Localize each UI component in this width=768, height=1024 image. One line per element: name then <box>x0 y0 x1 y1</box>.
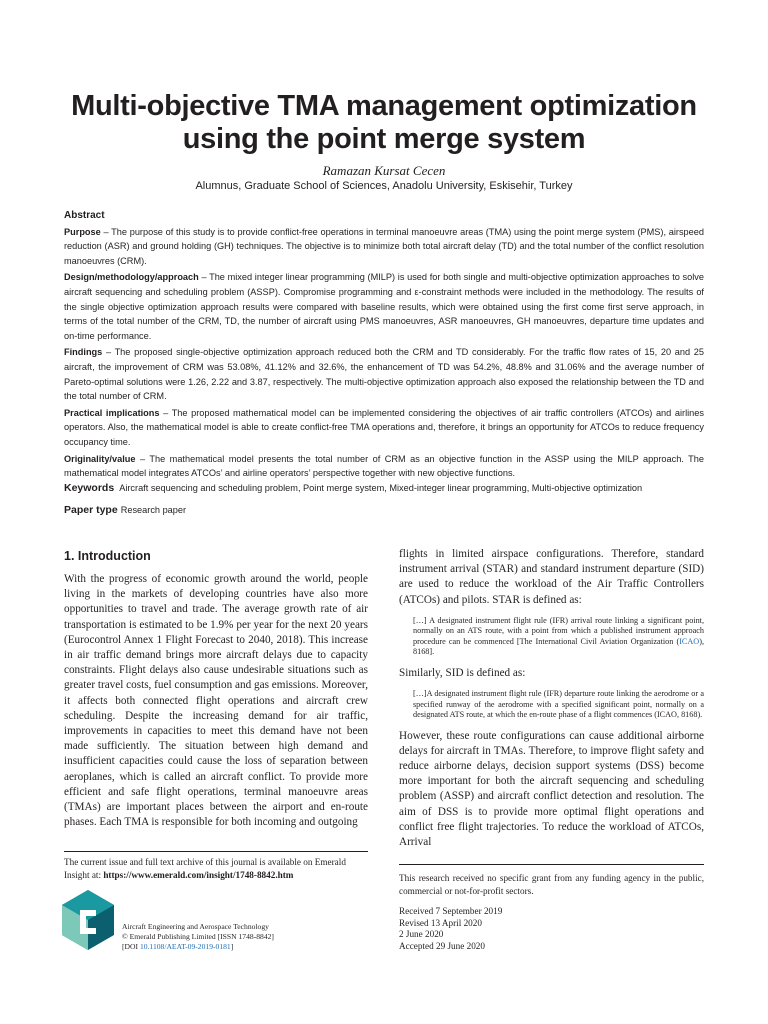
doi-suffix: ] <box>230 942 234 951</box>
abstract-design <box>64 270 704 343</box>
originality-text: – The mathematical model presents the total number of CRM as an objective function in the ASSP using the MILP approach. The mathematical model integrates ATCOs’ and airline operators’ perspective together with new objective functions. <box>64 453 704 479</box>
journal-doi <box>122 942 362 952</box>
date-revised-1: Revised 13 April 2020 <box>399 917 482 928</box>
purpose-text: – The purpose of this study is to provide conflict-free operations in terminal manoeuvre areas (TMA) using the point merge system (PMS), airspeed reduction (ASR) and ground holding (GH) techniques. The objective is to minimize both total aircraft delay (TD) and the total number of the conflict resolution manoeuvres (CRM). <box>64 226 704 266</box>
introduction-left-column: With the progress of economic growth around the world, people living in the markets of developing countries have also more opportunities to travel and trade. The average growth rate of air transportation is estimated to be 1.9% per year for the next 20 years (Eurocontrol Annex 1 Flight Forecast to 2040, 2018). This increase in air traffic demand brings more aircraft delays due to capacity constraints. Flight delays also cause undesirable situations such as greater travel costs, fuel consumption and gas emissions. Moreover, it affects both connected flight operations and aircraft crew scheduling. Despite the increasing demand for air traffic, improvements in capacities to meet this demand have not been made sufficiently. The situation between high demand and insufficient capacities could cause the loss of separation between aeroplanes, which is called an aircraft conflict. To provide more efficient and safe flight operations, terminal manoeuvre areas (TMAs) are important places between the airport and en-route phases. Each TMA is responsible for both incoming and outgoing <box>64 573 368 829</box>
abstract-originality <box>64 452 704 481</box>
affiliation: Alumnus, Graduate School of Sciences, Anadolu University, Eskisehir, Turkey <box>195 180 573 192</box>
right-paragraph-1: flights in limited airspace configurations. Therefore, standard instrument arrival (STAR) and standard instrument departure (SID) are used to reduce the workload of the Air Traffic Controllers (ATCOs) and pilots. STAR is defined as: <box>399 548 704 606</box>
star-definition-quote <box>413 616 704 658</box>
originality-label: Originality/value <box>64 453 136 464</box>
archive-note-text: The current issue and full text archive of this journal is available on Emerald Insight at: <box>64 857 346 880</box>
funding-note: This research received no specific grant from any funding agency in the public, commercial or not-for-profit sectors. <box>399 873 704 896</box>
doi-prefix: [DOI <box>122 942 140 951</box>
purpose-label: Purpose <box>64 226 101 237</box>
publication-dates <box>399 906 704 952</box>
right-paragraph-3: However, these route configurations can cause additional airborne delays for aircraft in TMAs. Therefore, to improve flight safety and reduce airborne delays, decision support systems (DSS) become more important for both the aircraft sequencing and scheduling problem (ASSP) and aircraft conflict detection and resolution. The aim of DSS is to provide more optimal flight operations and conflict free flight trajectories. To reduce the workload of ATCOs, Arrival <box>399 729 704 848</box>
findings-label: Findings <box>64 347 103 358</box>
doi-link[interactable]: 10.1108/AEAT-09-2019-0181 <box>139 942 231 951</box>
footnote-divider-right <box>399 864 704 865</box>
paper-type-text: Research paper <box>120 505 187 515</box>
journal-archive-note <box>64 856 368 881</box>
paper-type <box>64 504 704 516</box>
findings-text: – The proposed single-objective optimization approach reduced both the CRM and TD considerably. For the traffic flow rates of 15, 20 and 25 aircraft, the improvement of CRM was 53.08%, 41.12% and 32.6%, the enhancement of TD was 54.2%, 48.8% and 31.06% and the average number of Pareto-optimal solutions were 1.26, 2.22 and 3.87, respectively. The multi-objective optimization approach also exposed the relationship between the TD and the total number of CRM. <box>64 347 704 402</box>
design-text: – The mixed integer linear programming (MILP) is used for both single and multi-objective optimization approaches to solve aircraft sequencing and scheduling problem (ASSP). Compromise programming and ε-constraint methods were included in the methodology. The results of the single objective optimization approach results were compared with baseline results, which were obtained using the first come first serve approach, in terms of the total number of the CRM, TD, the number of aircraft using PMS manoeuvres, ASR manoeuvres, GH manoeuvres, departure time updates and on-time performance. <box>64 272 704 341</box>
introduction-right-column <box>399 547 704 850</box>
date-received: Received 7 September 2019 <box>399 906 503 916</box>
design-label: Design/methodology/approach <box>64 272 199 283</box>
archive-url-link[interactable]: https://www.emerald.com/insight/1748-8842.htm <box>103 869 294 880</box>
journal-name: Aircraft Engineering and Aerospace Technology <box>122 922 269 931</box>
paper-type-label: Paper type <box>64 504 118 516</box>
icao-link[interactable]: ICAO <box>679 636 700 646</box>
right-paragraph-2: Similarly, SID is defined as: <box>399 666 526 679</box>
quote1-text: […] A designated instrument flight rule (IFR) arrival route linking a significant point, normally on an ATS route, with a point from which a published instrument approach procedure can be commenced [The International Civil Aviation Organization ( <box>413 615 704 646</box>
practical-text: – The proposed mathematical model can be implemented considering the objectives of air traffic controllers (ATCOs) and airlines operators. Also, the mathematical model is able to create conflict-free TMA operations and, therefore, it brings an opportunity for ATCOs to reduce frequency occupancy time. <box>64 407 704 447</box>
abstract-section <box>64 209 704 483</box>
abstract-purpose <box>64 225 704 269</box>
journal-info <box>122 922 362 952</box>
date-revised-2: 2 June 2020 <box>399 929 444 940</box>
emerald-logo-icon <box>60 888 116 952</box>
abstract-heading: Abstract <box>64 210 105 221</box>
practical-label: Practical implications <box>64 407 160 418</box>
journal-publisher: © Emerald Publishing Limited [ISSN 1748-8842] <box>122 932 274 941</box>
date-accepted: Accepted 29 June 2020 <box>399 940 485 951</box>
quote1-end: ), 8168]. <box>413 636 704 657</box>
keywords <box>64 482 704 494</box>
footnote-divider-left <box>64 851 368 852</box>
keywords-text: Aircraft sequencing and scheduling problem, Point merge system, Mixed-integer linear programming, Multi-objective optimization <box>119 483 643 493</box>
section-heading-introduction: 1. Introduction <box>64 549 151 563</box>
abstract-findings <box>64 345 704 403</box>
author-name: Ramazan Kursat Cecen <box>322 163 446 178</box>
sid-definition-quote: […]A designated instrument flight rule (IFR) departure route linking the aerodrome or a specified runway of the aerodrome with a specified significant point, normally on a designated ATS route, at which the en-route phase of a flight commences (ICAO, 8168). <box>413 689 704 720</box>
paper-title: Multi-objective TMA management optimization using the point merge system <box>71 90 697 155</box>
abstract-practical <box>64 406 704 450</box>
keywords-label: Keywords <box>64 482 115 494</box>
